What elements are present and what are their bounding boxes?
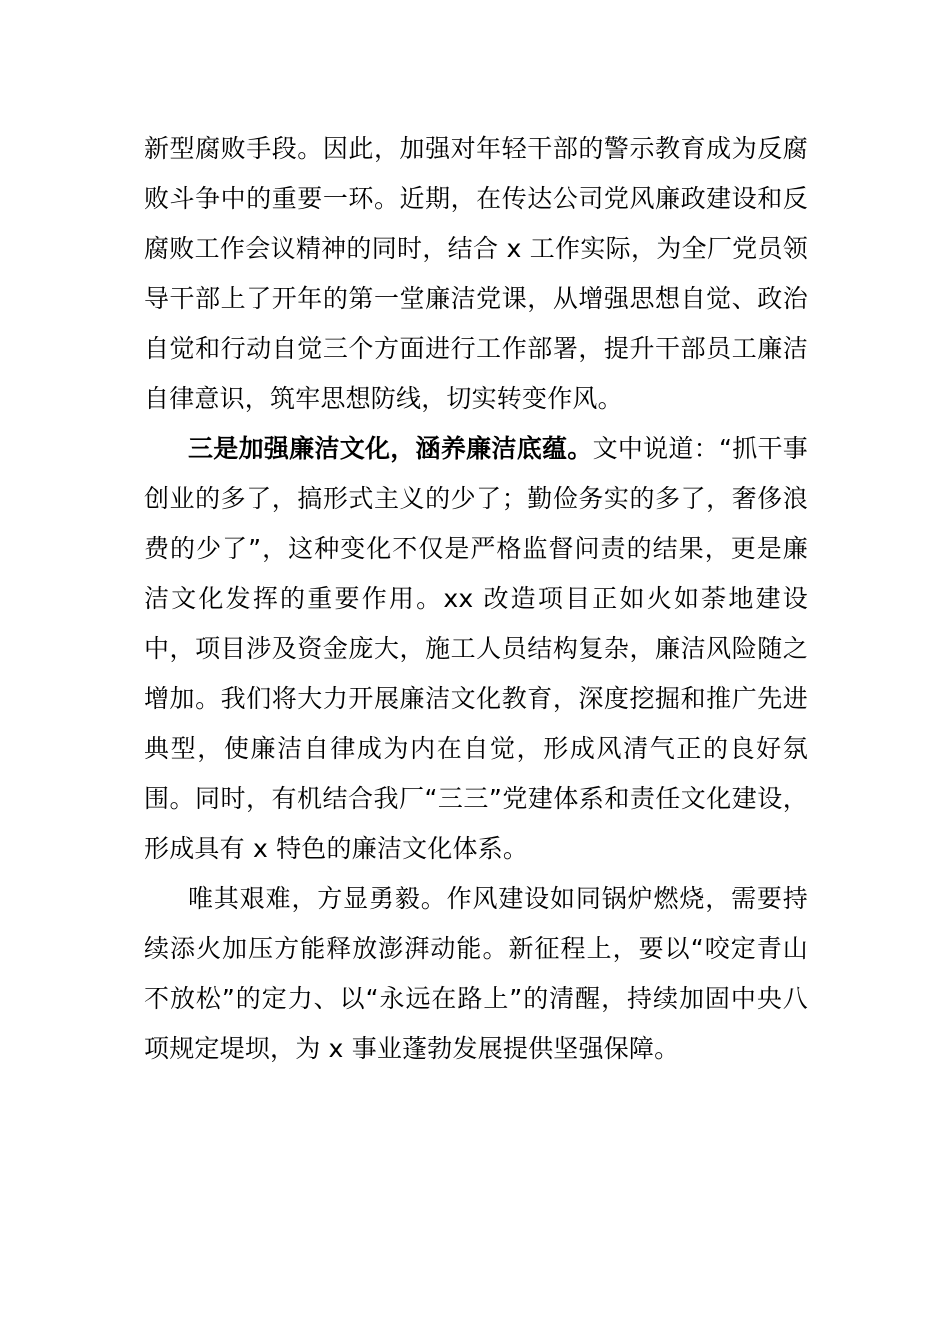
document-body xyxy=(144,124,808,1074)
paragraph-1-text: 新型腐败手段。因此，加强对年轻干部的警示教育成为反腐败斗争中的重要一环。近期，在传达公司党风廉政建设和反腐败工作会议精神的同时，结合 x 工作实际，为全厂党员领导干部上了开年的第一堂廉洁党课，从增强思想自觉、政治自觉和行动自觉三个方面进行工作部署，提升干部员工廉洁自律意识，筑牢思想防线，切实转变作风。 xyxy=(144,134,808,413)
paragraph-3-text: 唯其艰难，方显勇毅。作风建设如同锅炉燃烧，需要持续添火加压方能释放澎湃动能。新征程上，要以“咬定青山不放松”的定力、以“永远在路上”的清醒，持续加固中央八项规定堤坝，为 x 事业蓬勃发展提供坚强保障。 xyxy=(144,884,808,1063)
paragraph-3 xyxy=(144,874,808,1074)
paragraph-2-text: 文中说道：“抓干事创业的多了，搞形式主义的少了；勤俭务实的多了，奢侈浪费的少了”，这种变化不仅是严格监督问责的结果，更是廉洁文化发挥的重要作用。xx 改造项目正如火如荼地建设中，项目涉及资金庞大，施工人员结构复杂，廉洁风险随之增加。我们将大力开展廉洁文化教育，深度挖掘和推广先进典型，使廉洁自律成为内在自觉，形成风清气正的良好氛围。同时，有机结合我厂“三三”党建体系和责任文化建设，形成具有 x 特色的廉洁文化体系。 xyxy=(144,434,808,863)
paragraph-2-heading: 三是加强廉洁文化，涵养廉洁底蕴。 xyxy=(188,434,593,463)
paragraph-1 xyxy=(144,124,808,424)
paragraph-2 xyxy=(144,424,808,874)
